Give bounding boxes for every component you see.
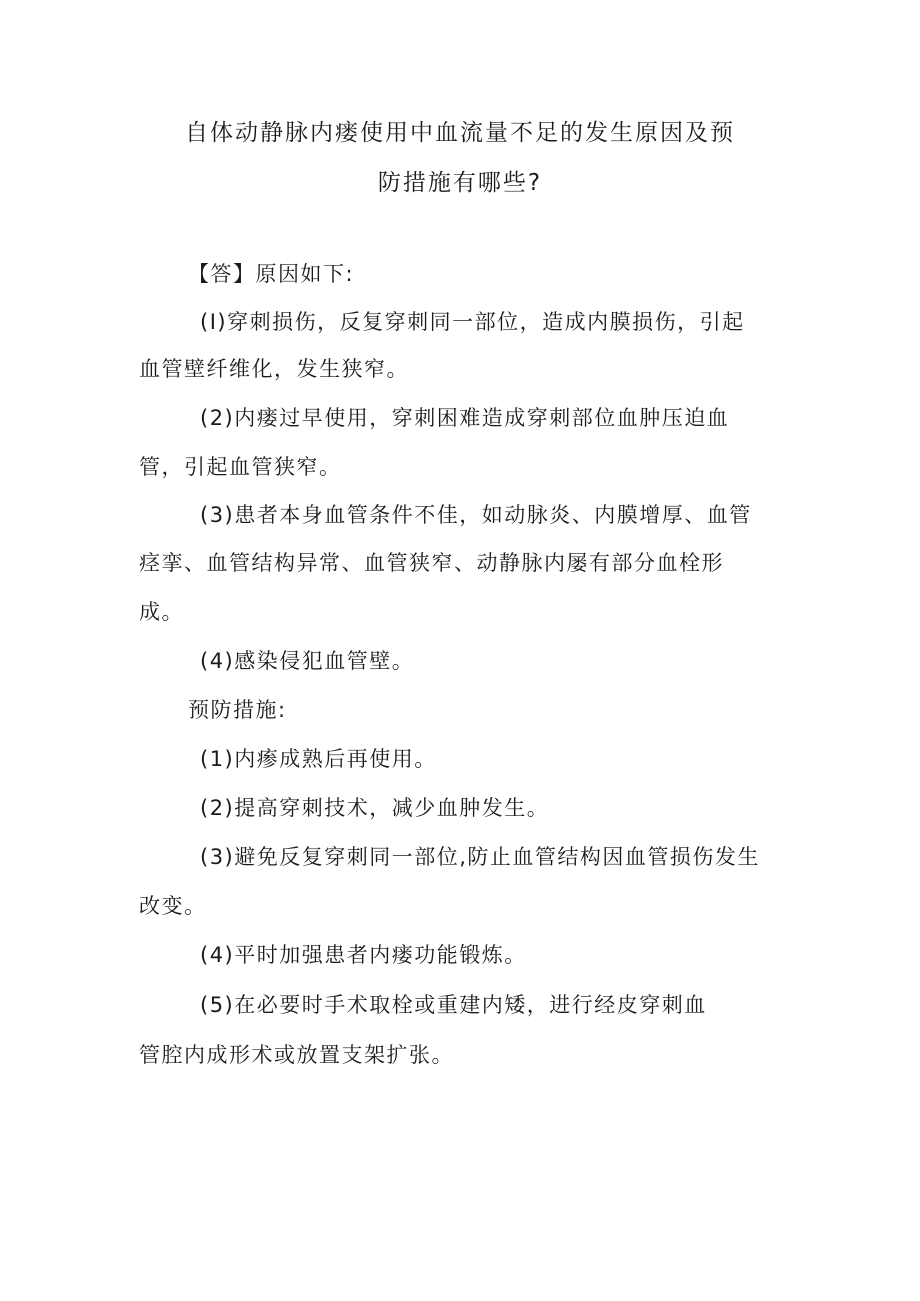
cause-1-line-2: 血管壁纤维化，发生狭窄。 xyxy=(139,357,409,381)
prevention-2-line-1: (2)提高穿刺技术，减少血肿发生。 xyxy=(200,796,550,820)
cause-1-line-1: (I)穿刺损伤，反复穿刺同一部位，造成内膜损伤，引起 xyxy=(200,310,745,334)
cause-2-line-1: (2)内瘘过早使用，穿刺困难造成穿刺部位血肿压迫血 xyxy=(200,406,730,430)
prevention-3-line-1: (3)避免反复穿刺同一部位,防止血管结构因血管损伤发生 xyxy=(200,845,760,869)
cause-4-line-1: (4)感染侵犯血管壁。 xyxy=(200,649,415,673)
prevention-4-line-1: (4)平时加强患者内瘘功能锻炼。 xyxy=(200,943,527,967)
answer-intro: 【答】原因如下: xyxy=(188,262,355,286)
prevention-heading: 预防措施: xyxy=(188,698,287,722)
document-title-line-1: 自体动静脉内瘘使用中血流量不足的发生原因及预 xyxy=(185,120,735,146)
cause-3-line-3: 成。 xyxy=(139,600,184,624)
prevention-5-line-2: 管腔内成形术或放置支架扩张。 xyxy=(139,1043,454,1067)
prevention-1-line-1: (1)内瘆成熟后再使用。 xyxy=(200,747,437,771)
prevention-3-line-2: 改变。 xyxy=(139,894,207,918)
cause-3-line-2: 痉挛、血管结构异常、血管狭窄、动静脉内屡有部分血栓形 xyxy=(139,551,724,575)
cause-3-line-1: (3)患者本身血管条件不佳，如动脉炎、内膜增厚、血管 xyxy=(200,503,752,527)
cause-2-line-2: 管，引起血管狭窄。 xyxy=(139,455,342,479)
prevention-5-line-1: (5)在必要时手术取栓或重建内矮，进行经皮穿刺血 xyxy=(200,993,707,1017)
document-title-line-2: 防措施有哪些? xyxy=(377,170,543,196)
